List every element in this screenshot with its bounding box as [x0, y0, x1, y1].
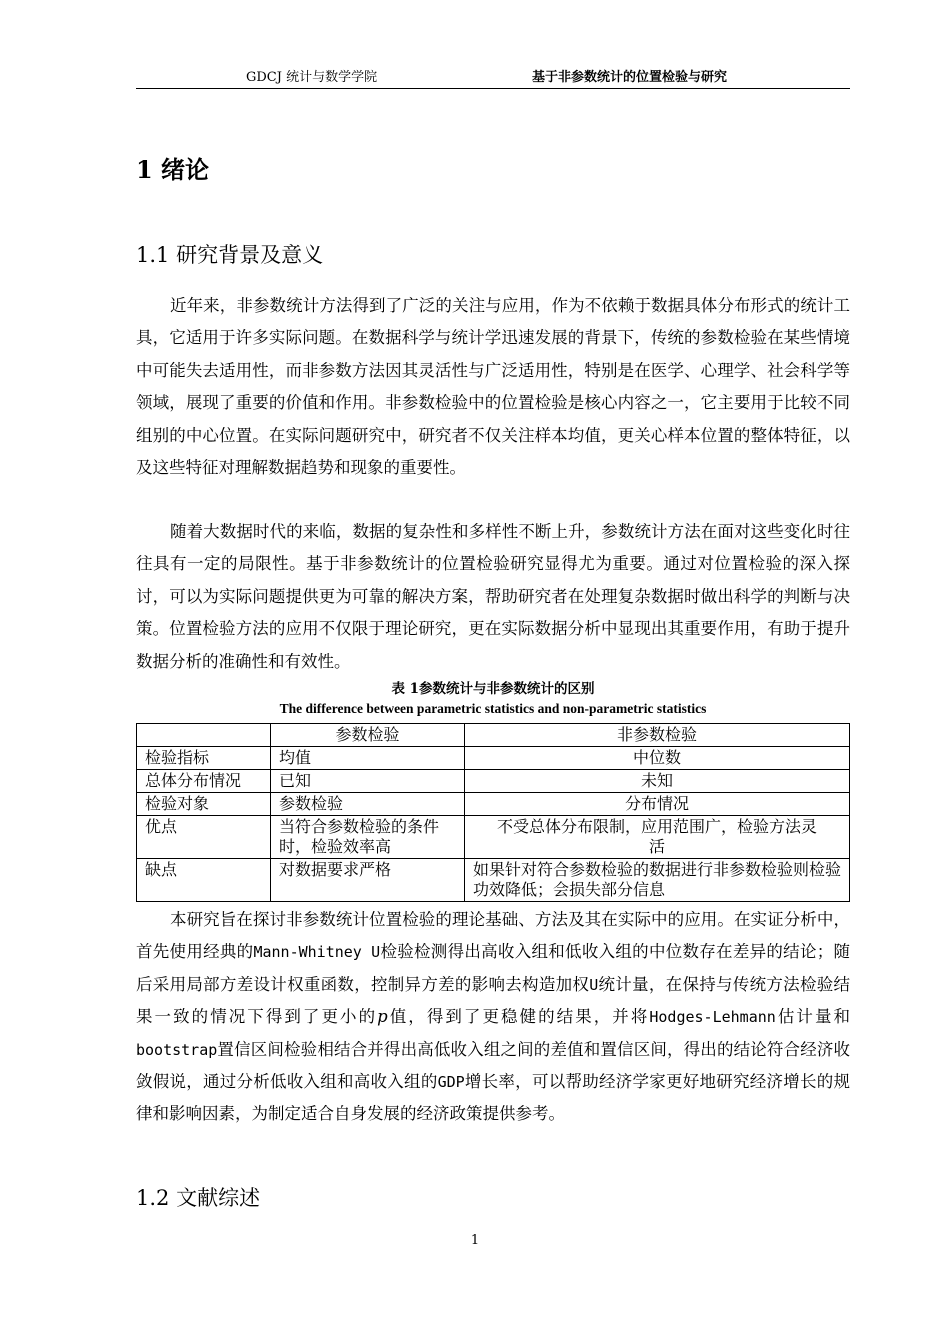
table-caption-en: The difference between parametric statistics and non-parametric statistics [279, 701, 707, 716]
table-cell: 检验对象 [137, 793, 271, 816]
table-cell: 如果针对符合参数检验的数据进行非参数检验则检验功效降低；会损失部分信息 [465, 859, 850, 902]
term-gdp: GDP [437, 1073, 465, 1092]
table-cell: 对数据要求严格 [271, 859, 465, 902]
table-cell: 不受总体分布限制，应用范围广，检验方法灵活 [465, 816, 850, 859]
section-1-2-title: 1.2 文献综述 [136, 1186, 261, 1210]
header-left: GDCJ 统计与数学学院 [246, 70, 378, 85]
term-mann-whitney: Mann-Whitney U [253, 943, 381, 962]
text-run: 估计量和 [775, 1007, 850, 1027]
table-cell: 已知 [271, 770, 465, 793]
table-cell: 参数检验 [271, 793, 465, 816]
table-row [137, 859, 850, 902]
term-bootstrap: bootstrap [136, 1040, 218, 1059]
table-cell: 缺点 [137, 859, 271, 902]
paragraph-2: 随着大数据时代的来临，数据的复杂性和多样性不断上升，参数统计方法在面对这些变化时往往具有一定的局限性。基于非参数统计的位置检验研究显得尤为重要。通过对位置检验的深入探讨，可以为实际问题提供更为可靠的解决方案，帮助研究者在处理复杂数据时做出科学的判断与决策。位置检验方法的应用不仅限于理论研究，更在实际数据分析中显现出其重要作用，有助于提升数据分析的准确性和有效性。 [136, 522, 850, 671]
page-number: 1 [470, 1233, 480, 1248]
term-u: U [589, 975, 599, 994]
table-header-cell [137, 724, 271, 747]
term-hodges-lehmann: Hodges-Lehmann [649, 1008, 776, 1027]
text-run: 置信区间检验相结合并得出高低收入组之间的差值和置信区间，得出的结论符合经济收敛假说，通过分析低收入组和高收入组的 [136, 1039, 850, 1092]
table-cell: 当符合参数检验的条件时，检验效率高 [271, 816, 465, 859]
paragraph-3 [136, 904, 850, 1131]
paragraph-1: 近年来，非参数统计方法得到了广泛的关注与应用，作为不依赖于数据具体分布形式的统计工具，它适用于许多实际问题。在数据科学与统计学迅速发展的背景下，传统的参数检验在某些情境中可能失去适用性，而非参数方法因其灵活性与广泛适用性，特别是在医学、心理学、社会科学等领域，展现了重要的价值和作用。非参数检验中的位置检验是核心内容之一，它主要用于比较不同组别的中心位置。在实际问题研究中，研究者不仅关注样本均值，更关心样本位置的整体特征，以及这些特征对理解数据趋势和现象的重要性。 [136, 296, 850, 478]
table-header-cell: 非参数检验 [465, 724, 850, 747]
table-cell: 优点 [137, 816, 271, 859]
table-caption-cn: 表 1参数统计与非参数统计的区别 [391, 681, 595, 697]
comparison-table [136, 723, 850, 902]
text-run: 增长率，可以帮助经济学家更好地研究经济增长的规律和影响因素，为制定适合自身发展的经济政策提供参考。 [136, 1072, 851, 1124]
table-header-row [137, 724, 850, 747]
term-p: p [377, 1007, 388, 1027]
table-cell: 总体分布情况 [137, 770, 271, 793]
section-1-1-title: 1.1 研究背景及意义 [136, 243, 324, 267]
table-row [137, 770, 850, 793]
text-run: 统计量，在保持与传统方法检验结果一致的情况下得到了更小的 [136, 974, 851, 1027]
table-cell: 检验指标 [137, 747, 271, 770]
table-row [137, 793, 850, 816]
text-run: 检验检测得出高收入组和低收入组的中位数存在差异的结论；随后采用局部方差设计权重函数，控制异方差的影响去构造加权 [136, 942, 851, 994]
table-row [137, 747, 850, 770]
table-row [137, 816, 850, 859]
table-header-cell: 参数检验 [271, 724, 465, 747]
table-cell: 均值 [271, 747, 465, 770]
table-cell: 中位数 [465, 747, 850, 770]
table-cell: 未知 [465, 770, 850, 793]
text-run: 值，得到了更稳健的结果，并将 [387, 1007, 650, 1027]
header-right: 基于非参数统计的位置检验与研究 [532, 70, 728, 85]
text-run: 本研究旨在探讨非参数统计位置检验的理论基础、方法及其在实际中的应用。在实证分析中，首先使用经典的 [136, 910, 850, 962]
table-cell: 分布情况 [465, 793, 850, 816]
chapter-title: 1 绪论 [136, 155, 210, 184]
page-header [136, 66, 850, 89]
